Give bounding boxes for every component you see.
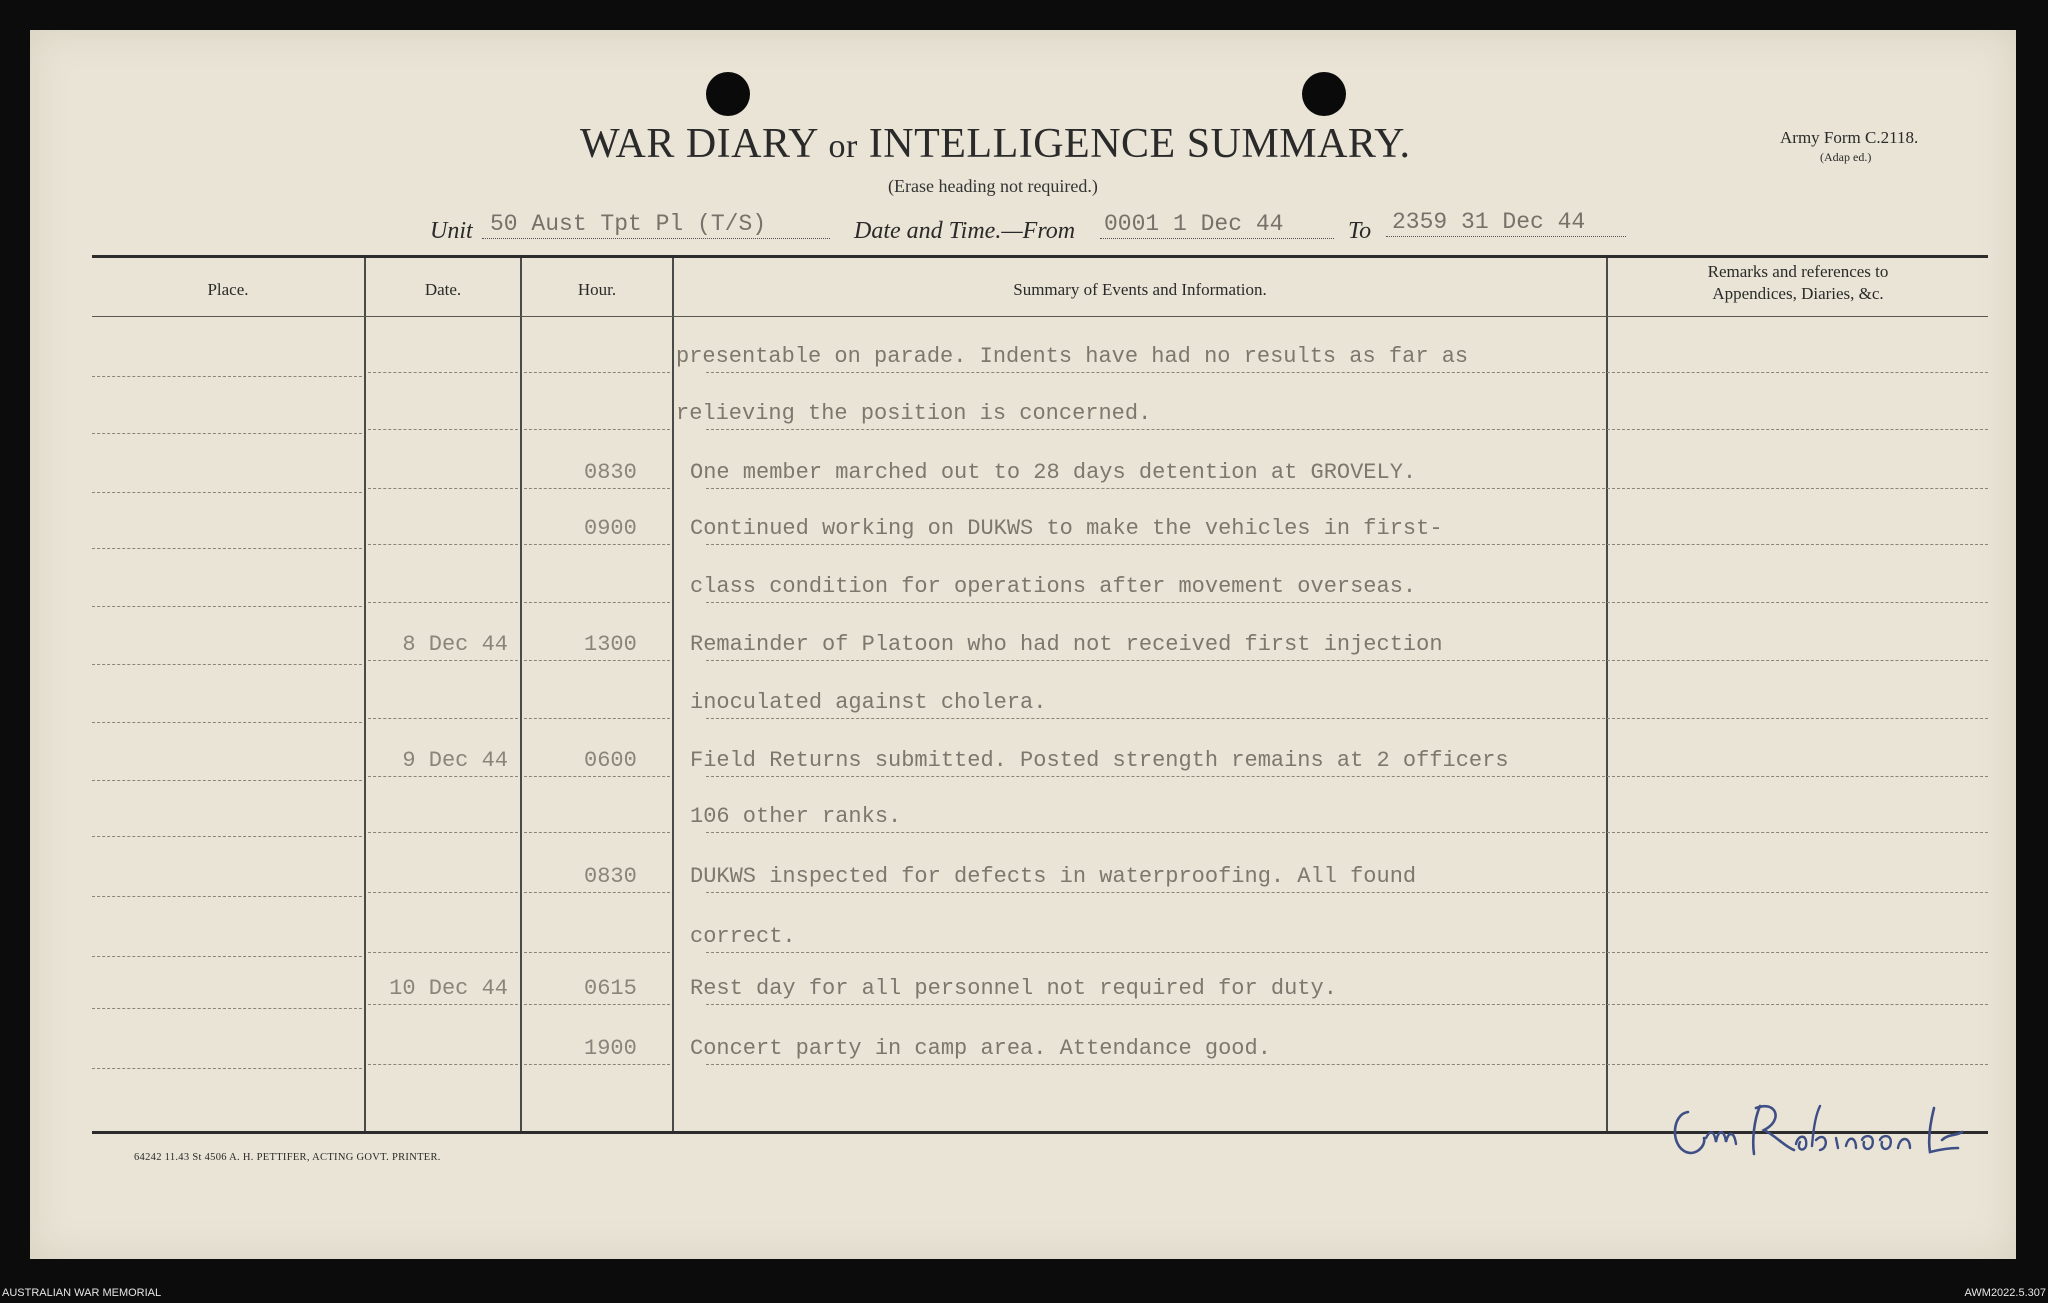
- col-divider-2: [520, 258, 522, 1131]
- row-rule: [92, 548, 362, 549]
- row-rule: [524, 1004, 670, 1005]
- row-rule: [1612, 660, 1988, 661]
- punch-hole-left: [706, 72, 750, 116]
- row-rule: [368, 660, 518, 661]
- unit-underline: [482, 238, 830, 239]
- row-rule: [524, 660, 670, 661]
- row-text: Continued working on DUKWS to make the vehicles in first-: [690, 516, 1443, 541]
- date-from-underline: [1100, 238, 1334, 239]
- row-text: One member marched out to 28 days detention at GROVELY.: [690, 460, 1417, 485]
- row-rule: [92, 606, 362, 607]
- row-rule: [92, 492, 362, 493]
- row-rule: [368, 952, 518, 953]
- title-part-1: WAR DIARY: [580, 121, 818, 167]
- row-rule: [706, 602, 1610, 603]
- row-rule: [92, 896, 362, 897]
- row-hour: 1300: [584, 632, 637, 657]
- row-rule: [524, 372, 670, 373]
- row-rule: [92, 1008, 362, 1009]
- row-hour: 0830: [584, 460, 637, 485]
- row-text: DUKWS inspected for defects in waterproofing. All found: [690, 864, 1417, 889]
- row-rule: [524, 602, 670, 603]
- row-rule: [524, 776, 670, 777]
- row-text: Remainder of Platoon who had not received first injection: [690, 632, 1443, 657]
- row-rule: [706, 1064, 1610, 1065]
- row-rule: [1612, 602, 1988, 603]
- row-rule: [368, 718, 518, 719]
- col-divider-4: [1606, 258, 1608, 1131]
- row-rule: [368, 488, 518, 489]
- row-date: 10 Dec 44: [389, 976, 508, 1001]
- punch-hole-right: [1302, 72, 1346, 116]
- row-rule: [368, 1064, 518, 1065]
- row-rule: [92, 780, 362, 781]
- row-rule: [524, 892, 670, 893]
- archive-left-label: AUSTRALIAN WAR MEMORIAL: [2, 1287, 162, 1299]
- row-rule: [1612, 1004, 1988, 1005]
- row-date: 8 Dec 44: [402, 632, 508, 657]
- row-rule: [524, 718, 670, 719]
- date-from-value: 0001 1 Dec 44: [1104, 211, 1284, 237]
- army-form-prefix: Army Form C.: [1780, 128, 1881, 147]
- row-text: Rest day for all personnel not required for duty.: [690, 976, 1337, 1001]
- form-title: [580, 120, 1411, 168]
- row-rule: [1612, 892, 1988, 893]
- row-text: Field Returns submitted. Posted strength remains at 2 officers: [690, 748, 1509, 773]
- row-rule: [706, 488, 1610, 489]
- diary-page: [30, 30, 2016, 1259]
- army-form-label: [1780, 128, 1918, 148]
- row-rule: [92, 1068, 362, 1069]
- table-top-rule: [92, 255, 1988, 258]
- row-rule: [368, 372, 518, 373]
- row-hour: 0900: [584, 516, 637, 541]
- row-text: relieving the position is concerned.: [676, 401, 1152, 426]
- row-rule: [368, 892, 518, 893]
- date-to-value: 2359 31 Dec 44: [1392, 209, 1586, 235]
- row-rule: [706, 718, 1610, 719]
- date-to-underline: [1386, 236, 1626, 237]
- row-text: Concert party in camp area. Attendance good.: [690, 1036, 1271, 1061]
- row-rule: [1612, 544, 1988, 545]
- row-text: inoculated against cholera.: [690, 690, 1047, 715]
- row-rule: [368, 429, 518, 430]
- row-rule: [1612, 429, 1988, 430]
- row-rule: [1612, 718, 1988, 719]
- row-rule: [706, 429, 1610, 430]
- row-hour: 0600: [584, 748, 637, 773]
- archive-strip: [0, 1259, 2048, 1303]
- row-rule: [92, 376, 362, 377]
- row-rule: [1612, 372, 1988, 373]
- row-rule: [1612, 832, 1988, 833]
- row-rule: [524, 429, 670, 430]
- row-rule: [92, 664, 362, 665]
- header-hour: Hour.: [577, 280, 617, 299]
- row-rule: [524, 1064, 670, 1065]
- unit-label: Unit: [430, 218, 473, 244]
- header-place: Place.: [207, 280, 249, 299]
- row-rule: [1612, 776, 1988, 777]
- row-rule: [706, 372, 1610, 373]
- row-rule: [92, 836, 362, 837]
- row-hour: 0615: [584, 976, 637, 1001]
- row-rule: [706, 544, 1610, 545]
- row-rule: [524, 832, 670, 833]
- army-form-sub: (Adap ed.): [1820, 150, 1872, 164]
- row-rule: [1612, 1064, 1988, 1065]
- row-rule: [706, 776, 1610, 777]
- row-rule: [706, 952, 1610, 953]
- signature: [1666, 1090, 1976, 1170]
- row-hour: 1900: [584, 1036, 637, 1061]
- archive-right-label: AWM2022.5.307: [1964, 1287, 2046, 1299]
- date-to-label: To: [1348, 218, 1372, 244]
- form-subtitle: (Erase heading not required.): [888, 176, 1098, 196]
- row-rule: [368, 832, 518, 833]
- row-rule: [92, 956, 362, 957]
- col-divider-1: [364, 258, 366, 1131]
- col-divider-3: [672, 258, 674, 1131]
- row-text: class condition for operations after movement overseas.: [690, 574, 1417, 599]
- row-rule: [368, 1004, 518, 1005]
- row-text: correct.: [690, 924, 796, 949]
- row-rule: [706, 1004, 1610, 1005]
- header-remarks-2: Appendices, Diaries, &c.: [1712, 284, 1884, 303]
- row-rule: [1612, 952, 1988, 953]
- header-rule: [92, 316, 1988, 317]
- date-label: Date and Time.—From: [854, 218, 1076, 244]
- row-text: 106 other ranks.: [690, 804, 902, 829]
- title-or: or: [828, 128, 858, 165]
- row-rule: [368, 602, 518, 603]
- army-form-number: 2118.: [1880, 128, 1919, 147]
- printer-line: 64242 11.43 St 4506 A. H. PETTIFER, ACTING GOVT. PRINTER.: [134, 1152, 441, 1163]
- header-date: Date.: [424, 280, 462, 299]
- row-rule: [706, 832, 1610, 833]
- title-part-2: INTELLIGENCE SUMMARY.: [868, 121, 1411, 167]
- row-rule: [524, 544, 670, 545]
- row-rule: [524, 488, 670, 489]
- unit-value: 50 Aust Tpt Pl (T/S): [490, 211, 767, 237]
- header-remarks-1: Remarks and references to: [1707, 262, 1889, 281]
- row-text: presentable on parade. Indents have had no results as far as: [676, 344, 1469, 369]
- row-hour: 0830: [584, 864, 637, 889]
- row-rule: [706, 660, 1610, 661]
- row-date: 9 Dec 44: [402, 748, 508, 773]
- row-rule: [92, 433, 362, 434]
- row-rule: [368, 776, 518, 777]
- row-rule: [1612, 488, 1988, 489]
- row-rule: [368, 544, 518, 545]
- row-rule: [524, 952, 670, 953]
- row-rule: [92, 722, 362, 723]
- header-summary: Summary of Events and Information.: [1013, 280, 1267, 299]
- row-rule: [706, 892, 1610, 893]
